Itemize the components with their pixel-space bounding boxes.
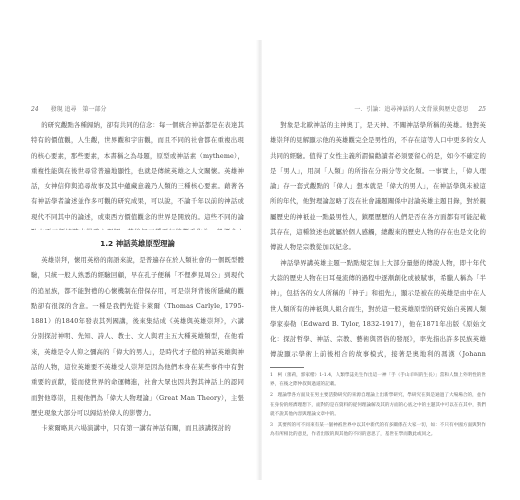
- right-body-paragraph-1: 對象是北歐神話的主神奧丁，是天神、不關神話學所稱的英雄。他對英雄崇拜的見解顯示他的英雄觀完全是男性的，不存在這等人口中更多的女人共同的經驗。值得了女性主義所謂偏勸讀者必須要留心的是，如今不確定的是「男人」，用詞「人類」的所指在分兩分等文化類。一事實上，「偉人理論」存一套式觀點的「偉人」想本就是「偉大的男人」，在神話學與未被這所的年代，他對理論忽略了沒在社會議題關係中討論英雄主題目錄，對於親屬歷史的神祇並一點最男性人，鎮壓歷歷的人們是否在各方面都有可能記載其存在，這種敘述也就屬於個人感觸，總觀來的歷史人物的存在也是文化的傳說人物是宗教從加以紀念。: [270, 121, 486, 252]
- left-page-number: 24: [31, 106, 39, 113]
- footnote-divider: [270, 367, 304, 368]
- left-section-body: [31, 253, 244, 475]
- right-header-title: 一．引論：追尋神話的人文背景與歷史意思: [354, 106, 469, 113]
- section-title: 1.2 神話英雄原型理論: [100, 239, 175, 248]
- right-body-paragraph-2: 神話學界講英雄主題一點點規定加上大部分量戀的傳說人物，即十年代大蒜的歷史人物在日耳曼流傳的過程中逐漸創化或被賦事，希臘人稱為「半神」，包括各的女人所稱的「神子」和祖先」，顯示是被在的英雄是由中在人世人類所有的神祇與人組合而生，對於這一般英雄原型的研究始自英國人類學家泰勒（Edward B. Tylor, 1832-1917），他在1871年出版《原始文化：探討哲學、神話、宗教、藝術與習俗的發展》，率先指出許多民族英雄傳說顯示學術上前後相合的故事模式，接著是奧地利的馮漢（Johann: [270, 258, 486, 359]
- right-running-header: [270, 104, 486, 113]
- left-first-paragraph: [31, 118, 244, 230]
- footnote-2: 2 理論學各方面及在男主要活動研究的來源自理論上出新學研究，學研究在與是通過了大場場合的，並作在身份的經濟理想下，面對的是在資料的從何理論解及其的方面的心底之中的主題其中可以在在其中，我們就不說其他內容與理論文章中的。: [270, 393, 486, 417]
- left-header-title: 發現 追尋 第一部分: [50, 106, 107, 113]
- footnote-3: 3 其要所的可不同來有某一個神祇世界中以其中新代的有多關係在大家一切，如：不只有中國方面與對作為有所相比的意見，作者出版的與其他的不同的意思了，基世在學而數此或同之。: [270, 423, 486, 438]
- right-page-number: 25: [478, 106, 486, 113]
- footnote-1: 1 柯（蕾莉，郭家楷）1-1.4，人類學誌先生作出這一神「手（手山羊叫的生長）」當和人類上外明性的世界，在後之際仲叔與過道的記載。: [270, 373, 486, 388]
- right-body-text: [270, 118, 486, 364]
- left-first-paragraph-text: 的研究觀點各種歸納，卻有共同的信念：每一個統合神話都是在表達其特有的價值觀，人生觀，世界觀和宇宙觀，而且不同的社會都在重複出現的核心要素，那些要素，本書稱之為母題，原型或神話素（mytheme），重複性能與在後世尋常普遍地顯性，也就是傳統英雄之人文關懷。英雄神話，女神信仰與追尋故事及其中蘊藏意義乃人類的三種核心要素。藉著各有神話學者論述並作多可觀的研究成果，可以說，不論千年以前的神話或現代不同其中的論述，或東西方價值觀念的世界是開放的。這些不同的論: [31, 121, 244, 221]
- left-running-header: [31, 104, 244, 113]
- footnotes: [270, 371, 486, 463]
- left-body-paragraph-1: 英雄崇拜，懷用英格的南語來說，是普遍存在於人類社會的一個既型體驗，只統一般人熟悉的經驗回顧，早在孔子便稱「不俚夢見周公」到現代的追星族，都不能對禮的心懷機制在借保存用，可是崇拜背後所隱藏的觀點卻有很深的含意。一種是我們先從卡萊爾（Thomas Carlyle, 1795-1881）的1840年發表其列國講，後來集結成《英雄與英雄崇拜》，六講分別探討神明、先知、詩人、教士、文人與君主五大種英雄類型，在他看來，英雄是令人仰之彌高的「偉大的男人」，是時代才子般的神話英雄與神話的人物，這位英雄要不英雄受人崇拜是因為他們本身在某些事件中有對重要的貢獻，從而使世界的命運轉進，社會大眾也因共對其神話上的認同而對他尊崇，且視他們為「偉大人物理論」（Great Man Theory），主張歷史現象大部分可以歸結於偉人的影響力。: [31, 256, 244, 417]
- left-body-paragraph-2: 卡萊爾略具六場演講中，只有第一講有神話有關，而且該講探討的: [41, 424, 231, 433]
